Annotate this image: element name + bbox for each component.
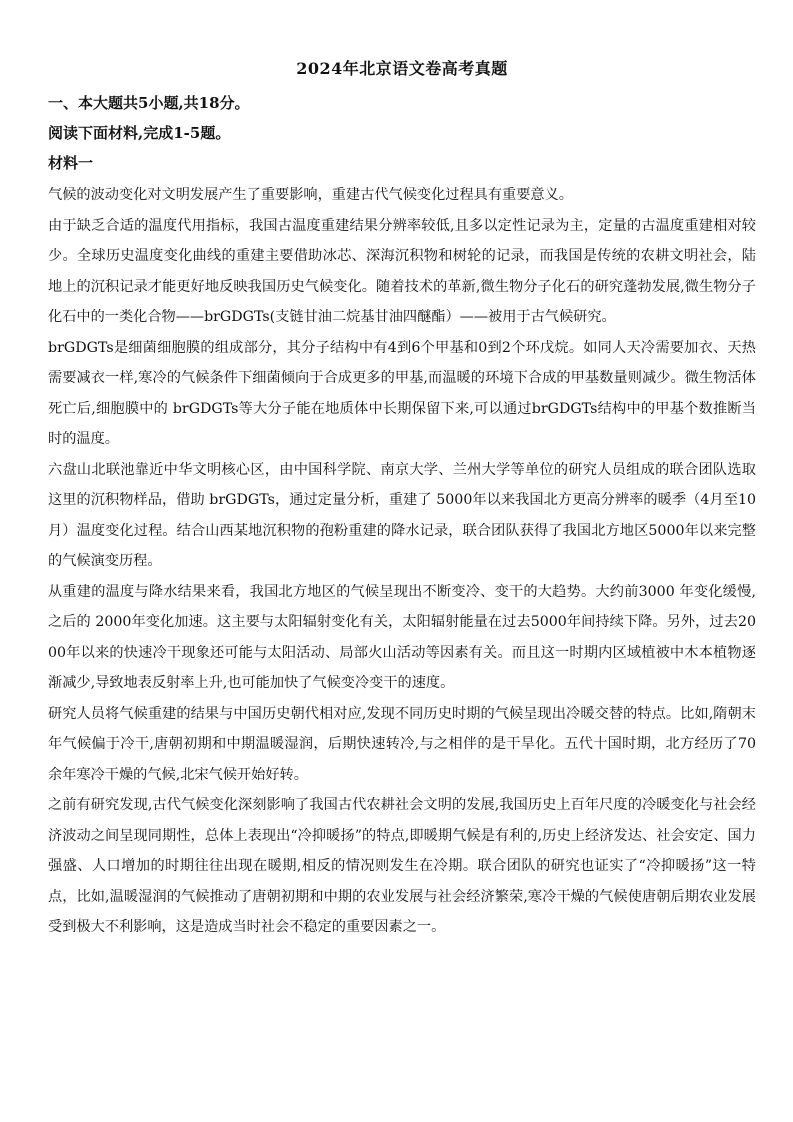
document-page xyxy=(48,56,756,943)
document-title: 2024年北京语文卷高考真题 xyxy=(296,59,508,78)
paragraph-4: 六盘山北联池靠近中华文明核心区，由中国科学院、南京大学、兰州大学等单位的研究人员组成的联合团队选取这里的沉积物样品，借助 brGDGTs，通过定量分析，重建了 5000年以来我国北方更高分辨率的暖季（4月至10月）温度变化过程。结合山西某地沉积物的孢粉重建的降水记录，联合团队获得了我国北方地区5000年以来完整的气候演变历程。 xyxy=(48,461,756,569)
paragraph-5: 从重建的温度与降水结果来看，我国北方地区的气候呈现出不断变冷、变干的大趋势。大约前3000 年变化缓慢,之后的 2000年变化加速。这主要与太阳辐射变化有关，太阳辐射能量在过去5000年间持续下降。另外，过去2000年以来的快速冷干现象还可能与太阳活动、局部火山活动等因素有关。而且这一时期内区域植被中木本植物逐渐减少,导致地表反射率上升,也可能加快了气候变冷变干的速度。 xyxy=(48,583,756,691)
paragraph-1: 气候的波动变化对文明发展产生了重要影响，重建古代气候变化过程具有重要意义。 xyxy=(48,187,573,203)
paragraph-7: 之前有研究发现,古代气候变化深刻影响了我国古代农耕社会文明的发展,我国历史上百年尺度的冷暖变化与社会经济波动之间呈现同期性，总体上表现出“冷抑暖扬”的特点,即暖期气候是有利的,历史上经济发达、社会安定、国力强盛、人口增加的时期往往出现在暖期,相反的情况则发生在冷期。联合团队的研究也证实了“冷抑暖扬”这一特点，比如,温暖湿润的气候推动了唐朝初期和中期的农业发展与社会经济繁荣,寒冷干燥的气候使唐朝后期农业发展受到极大不利影响，这是造成当时社会不稳定的重要因素之一。 xyxy=(48,797,756,935)
paragraph-3: brGDGTs是细菌细胞膜的组成部分，其分子结构中有4到6个甲基和0到2个环戊烷。如同人天冷需要加衣、天热需要减衣一样,寒冷的气候条件下细菌倾向于合成更多的甲基,而温暖的环境下合成的甲基数量则减少。微生物活体死亡后,细胞膜中的 brGDGTs等大分子能在地质体中长期保留下来,可以通过brGDGTs结构中的甲基个数推断当时的温度。 xyxy=(48,339,756,447)
paragraph-6: 研究人员将气候重建的结果与中国历史朝代相对应,发现不同历史时期的气候呈现出冷暖交替的特点。比如,隋朝末年气候偏于冷干,唐朝初期和中期温暖湿润，后期快速转冷,与之相伴的是干旱化。五代十国时期，北方经历了70余年寒冷干燥的气候,北宋气候开始好转。 xyxy=(48,705,756,783)
reading-instruction: 阅读下面材料,完成1-5题。 xyxy=(48,124,231,142)
material-body xyxy=(48,180,756,943)
section-heading: 一、本大题共5小题,共18分。 xyxy=(48,94,250,112)
paragraph-2: 由于缺乏合适的温度代用指标，我国古温度重建结果分辨率较低,且多以定性记录为主，定量的古温度重建相对较少。全球历史温度变化曲线的重建主要借助冰芯、深海沉积物和树轮的记录，而我国是传统的农耕文明社会，陆地上的沉积记录才能更好地反映我国历史气候变化。随着技术的革新,微生物分子化石的研究蓬勃发展,微生物分子化石中的一类化合物——brGDGTs(支链甘油二烷基甘油四醚酯）——被用于古气候研究。 xyxy=(48,217,756,325)
material-label: 材料一 xyxy=(48,154,94,172)
